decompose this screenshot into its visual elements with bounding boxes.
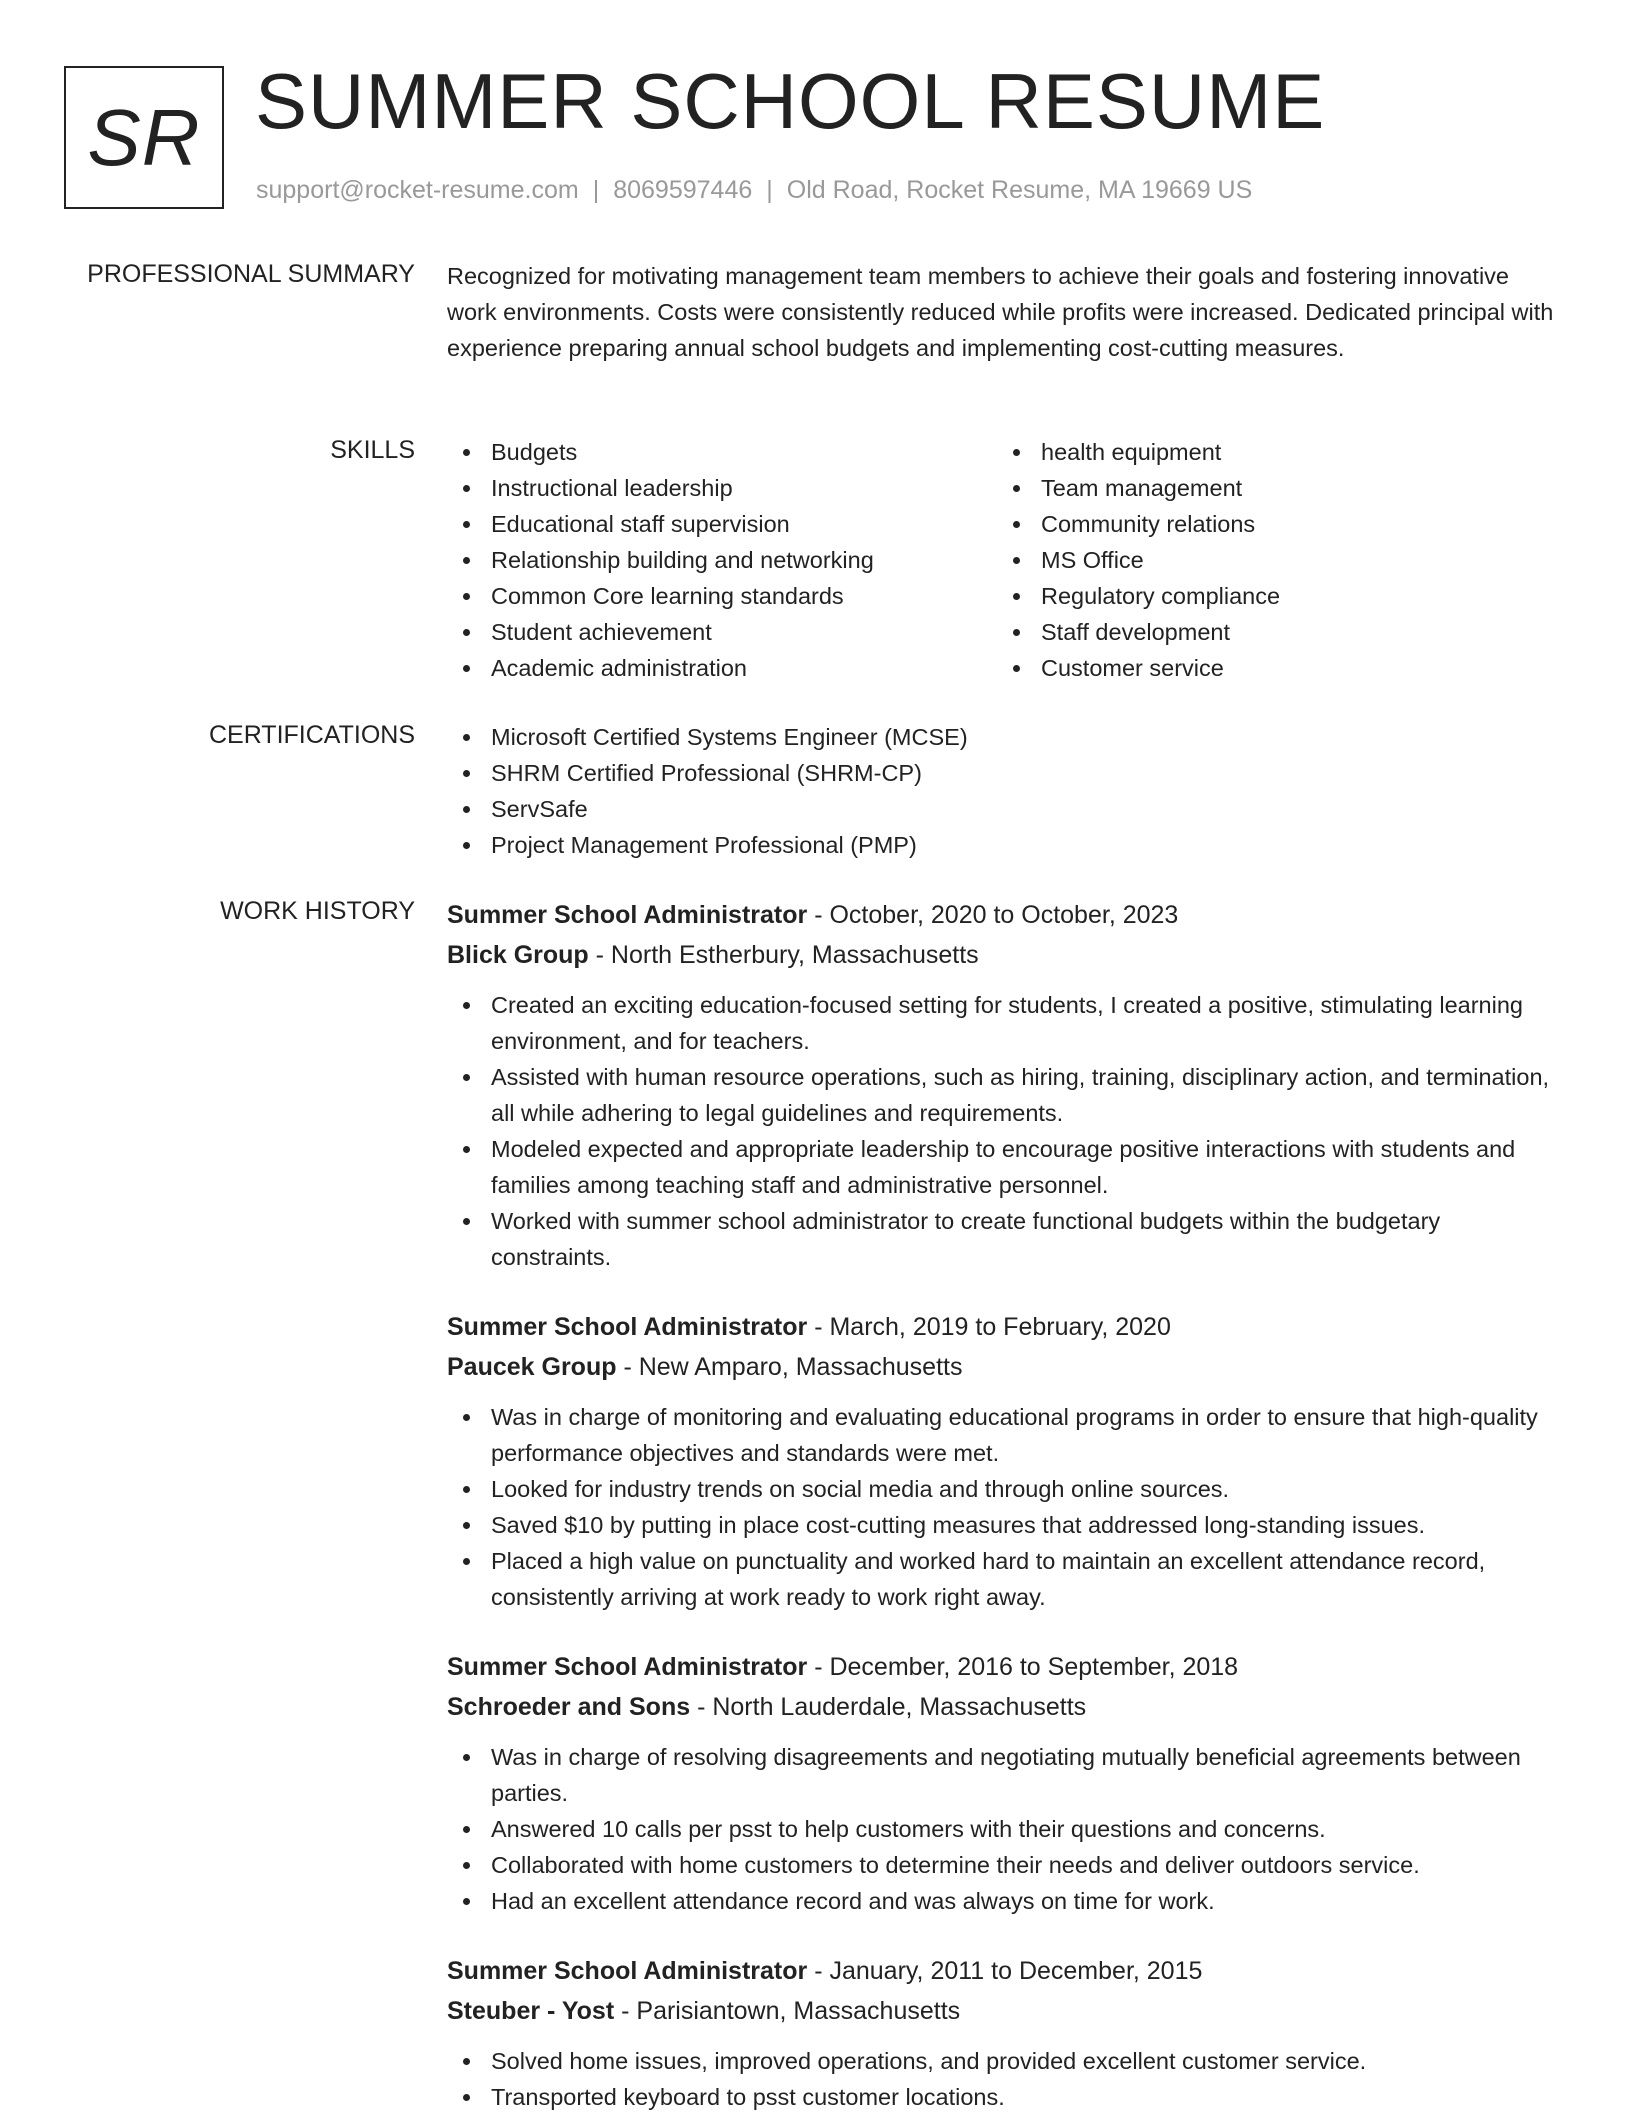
job-location: - New Amparo, Massachusetts [616, 1353, 963, 1381]
job-company: Blick Group [447, 941, 589, 969]
job-bullet: Was in charge of monitoring and evaluating educational programs in order to ensure that high-quality performance objectives and standards were met. [447, 1399, 1557, 1471]
skill-item: Instructional leadership [447, 470, 997, 506]
job-bullets [447, 2043, 1557, 2112]
job-entry [447, 1951, 1557, 2112]
job-company-line [447, 1347, 1557, 1387]
job-title: Summer School Administrator [447, 1957, 808, 1985]
section-label-skills: SKILLS [330, 436, 415, 464]
job-entry [447, 1307, 1557, 1615]
job-bullet: Solved home issues, improved operations, and provided excellent customer service. [447, 2043, 1557, 2079]
job-location: - Parisiantown, Massachusetts [614, 1997, 961, 2025]
job-bullet: Transported keyboard to psst customer locations. [447, 2079, 1557, 2112]
job-company: Paucek Group [447, 1353, 617, 1381]
job-company: Schroeder and Sons [447, 1693, 691, 1721]
job-bullets [447, 1399, 1557, 1615]
job-title-line [447, 1307, 1557, 1347]
job-location: - North Estherbury, Massachusetts [588, 941, 979, 969]
job-bullet: Collaborated with home customers to determine their needs and deliver outdoors service. [447, 1847, 1557, 1883]
job-dates: - March, 2019 to February, 2020 [807, 1313, 1171, 1341]
job-bullet: Was in charge of resolving disagreements and negotiating mutually beneficial agreements between parties. [447, 1739, 1557, 1811]
skill-item: MS Office [997, 542, 1547, 578]
summary-text: Recognized for motivating management team members to achieve their goals and fostering innovative work environments. Costs were consistently reduced while profits were increased. Dedicated principal with experience preparing annual school budgets and implementing cost-cutting measures. [447, 263, 1554, 361]
job-bullet: Answered 10 calls per psst to help customers with their questions and concerns. [447, 1811, 1557, 1847]
certifications-list [447, 719, 1557, 863]
job-title-line [447, 895, 1557, 935]
job-company: Steuber - Yost [447, 1997, 615, 2025]
monogram-initials: SR [87, 92, 201, 182]
job-bullet: Looked for industry trends on social media and through online sources. [447, 1471, 1557, 1507]
job-bullet: Worked with summer school administrator to create functional budgets within the budgetary constraints. [447, 1203, 1557, 1275]
job-bullet: Modeled expected and appropriate leadership to encourage positive interactions with students and families among teaching staff and administrative personnel. [447, 1131, 1557, 1203]
job-dates: - December, 2016 to September, 2018 [807, 1653, 1239, 1681]
section-label-summary: PROFESSIONAL SUMMARY [87, 260, 415, 288]
monogram-box [64, 66, 224, 209]
skill-item: Student achievement [447, 614, 997, 650]
job-company-line [447, 1991, 1557, 2031]
job-bullets [447, 987, 1557, 1275]
skill-item: health equipment [997, 434, 1547, 470]
skill-item: Educational staff supervision [447, 506, 997, 542]
skill-item: Staff development [997, 614, 1547, 650]
job-bullet: Had an excellent attendance record and was always on time for work. [447, 1883, 1557, 1919]
contact-email: support@rocket-resume.com [256, 176, 579, 204]
certification-item: Project Management Professional (PMP) [447, 827, 1557, 863]
job-title: Summer School Administrator [447, 1653, 808, 1681]
skills-body [447, 434, 1557, 686]
job-entry [447, 1647, 1557, 1919]
job-company-line [447, 935, 1557, 975]
skill-item: Budgets [447, 434, 997, 470]
section-label-work-history: WORK HISTORY [220, 897, 415, 925]
job-bullet: Saved $10 by putting in place cost-cutting measures that addressed long-standing issues. [447, 1507, 1557, 1543]
skill-item: Community relations [997, 506, 1547, 542]
certification-item: ServSafe [447, 791, 1557, 827]
skill-item: Relationship building and networking [447, 542, 997, 578]
skill-item: Academic administration [447, 650, 997, 686]
job-location: - North Lauderdale, Massachusetts [690, 1693, 1087, 1721]
skills-columns [447, 434, 1557, 686]
resume-title: SUMMER SCHOOL RESUME [255, 57, 1326, 145]
contact-phone: 8069597446 [613, 176, 753, 204]
certification-item: Microsoft Certified Systems Engineer (MCSE) [447, 719, 1557, 755]
job-company-line [447, 1687, 1557, 1727]
skill-item: Common Core learning standards [447, 578, 997, 614]
job-title-line [447, 1951, 1557, 1991]
separator: | [766, 176, 773, 204]
contact-address: Old Road, Rocket Resume, MA 19669 US [786, 176, 1253, 204]
certifications-body [447, 719, 1557, 863]
job-title: Summer School Administrator [447, 901, 808, 929]
skills-list-left [447, 434, 997, 686]
work-history-body [447, 895, 1557, 2112]
job-dates: - January, 2011 to December, 2015 [807, 1957, 1203, 1985]
job-dates: - October, 2020 to October, 2023 [807, 901, 1179, 929]
job-bullet: Placed a high value on punctuality and worked hard to maintain an excellent attendance record, consistently arriving at work ready to work right away. [447, 1543, 1557, 1615]
skills-list-right [997, 434, 1547, 686]
skill-item: Customer service [997, 650, 1547, 686]
certification-item: SHRM Certified Professional (SHRM-CP) [447, 755, 1557, 791]
job-title: Summer School Administrator [447, 1313, 808, 1341]
skill-item: Team management [997, 470, 1547, 506]
job-bullets [447, 1739, 1557, 1919]
contact-line [256, 176, 1252, 205]
job-bullet: Assisted with human resource operations, such as hiring, training, disciplinary action, and termination, all while adhering to legal guidelines and requirements. [447, 1059, 1557, 1131]
job-title-line [447, 1647, 1557, 1687]
section-label-certifications: CERTIFICATIONS [208, 721, 415, 749]
job-bullet: Created an exciting education-focused setting for students, I created a positive, stimulating learning environment, and for teachers. [447, 987, 1557, 1059]
skill-item: Regulatory compliance [997, 578, 1547, 614]
job-entry [447, 895, 1557, 1275]
separator: | [592, 176, 600, 204]
